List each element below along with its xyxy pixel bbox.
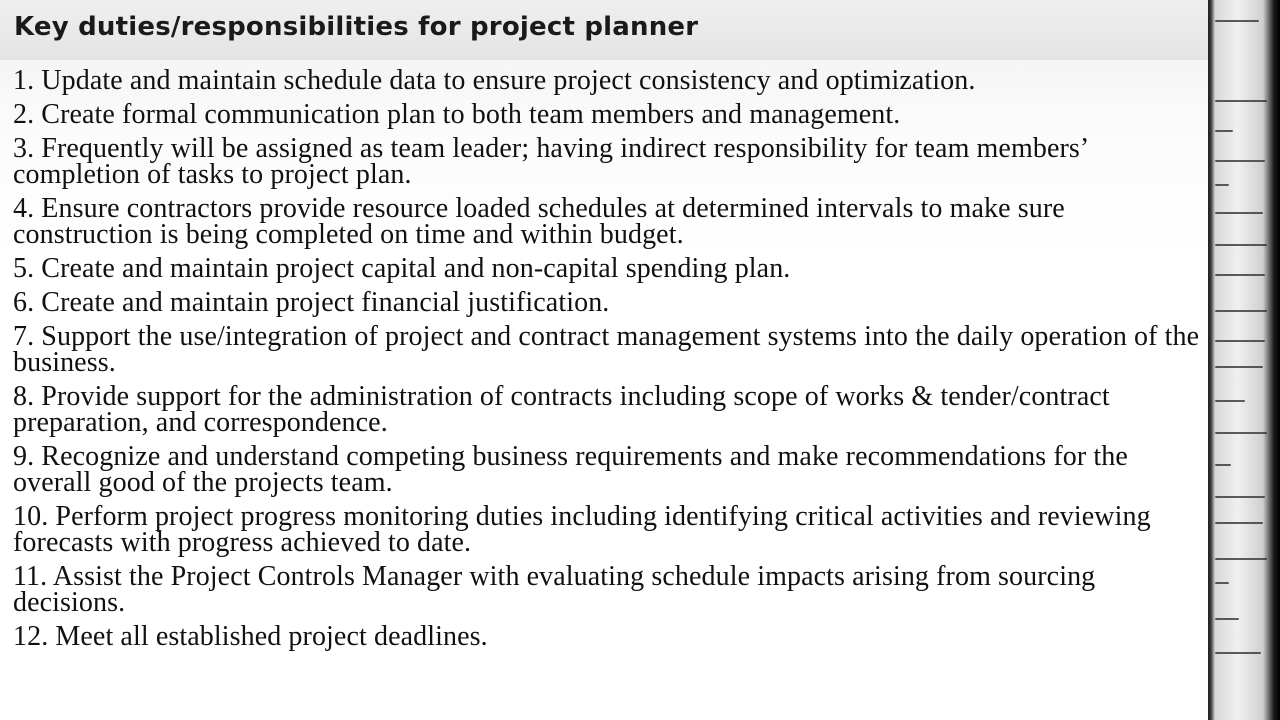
page-edge-strip	[1208, 0, 1280, 720]
preview-line	[1215, 274, 1265, 276]
preview-line	[1215, 184, 1229, 186]
duty-list	[13, 65, 1208, 658]
slide-content	[0, 60, 1212, 720]
duty-item: 6. Create and maintain project financial justification.	[13, 287, 610, 318]
duty-item: 3. Frequently will be assigned as team leader; having indirect responsibility for team members’ completion of tasks to project plan.	[13, 133, 1088, 190]
duty-item: 7. Support the use/integration of project and contract management systems into the daily operation of the business.	[13, 321, 1200, 378]
title-bar	[0, 0, 1212, 60]
duty-item: 8. Provide support for the administration of contracts including scope of works & tender/contract preparation, and correspondence.	[13, 381, 1110, 438]
preview-line	[1215, 582, 1229, 584]
preview-line	[1215, 652, 1261, 654]
preview-line	[1215, 310, 1267, 312]
page-preview-thumbnail	[1213, 12, 1271, 692]
preview-line	[1215, 618, 1239, 620]
preview-line	[1215, 522, 1263, 524]
preview-line	[1215, 464, 1231, 466]
preview-line	[1215, 340, 1265, 342]
duty-item: 1. Update and maintain schedule data to ensure project consistency and optimization.	[13, 65, 976, 96]
duty-item: 2. Create formal communication plan to both team members and management.	[13, 99, 901, 130]
duty-item: 5. Create and maintain project capital and non-capital spending plan.	[13, 253, 791, 284]
duty-item: 12. Meet all established project deadlines.	[13, 621, 488, 652]
preview-line	[1215, 432, 1267, 434]
duty-item: 10. Perform project progress monitoring duties including identifying critical activities and reviewing forecasts with progress achieved to date.	[13, 501, 1151, 558]
duty-item: 11. Assist the Project Controls Manager with evaluating schedule impacts arising from sourcing decisions.	[13, 561, 1096, 618]
preview-line	[1215, 130, 1233, 132]
preview-line	[1215, 496, 1265, 498]
slide-title: Key duties/responsibilities for project planner	[14, 12, 699, 42]
preview-line	[1215, 160, 1265, 162]
preview-line	[1215, 366, 1263, 368]
preview-line	[1215, 558, 1267, 560]
preview-line	[1215, 100, 1267, 102]
preview-line	[1215, 244, 1267, 246]
duty-item: 9. Recognize and understand competing business requirements and make recommendations for the overall good of the projects team.	[13, 441, 1128, 498]
preview-line	[1215, 400, 1245, 402]
duty-item: 4. Ensure contractors provide resource loaded schedules at determined intervals to make sure construction is being completed on time and within budget.	[13, 193, 1065, 250]
preview-line	[1215, 212, 1263, 214]
preview-line	[1215, 20, 1259, 22]
